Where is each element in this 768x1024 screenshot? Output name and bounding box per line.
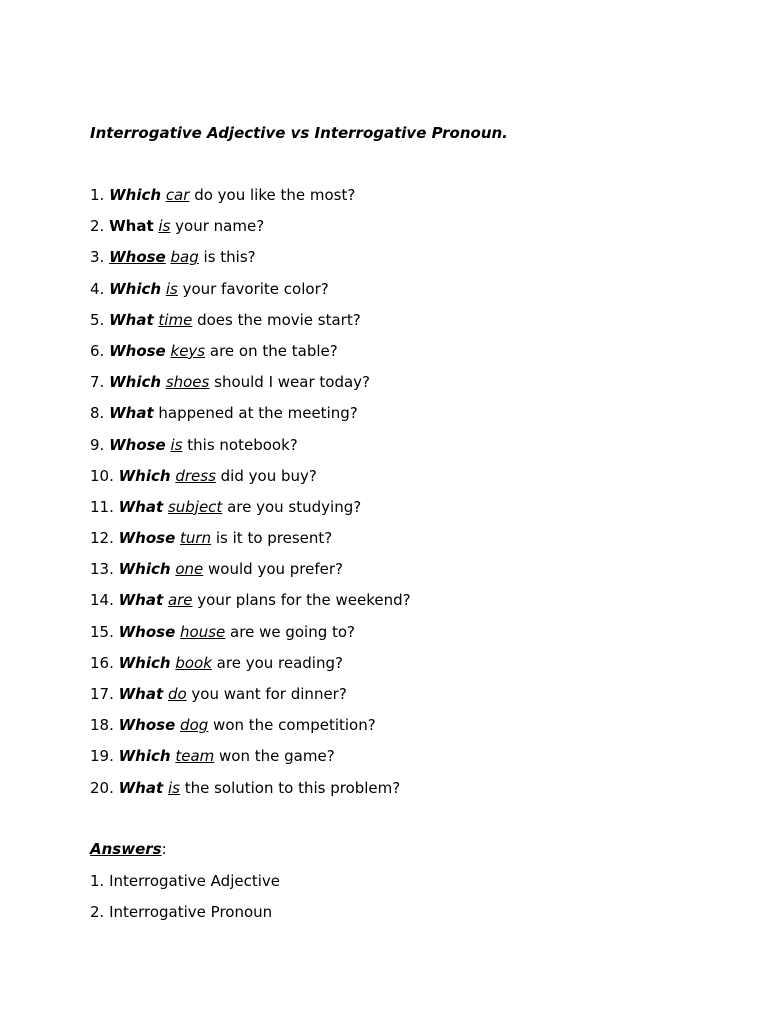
question-target: team [175,747,215,766]
question-rest: are on the table? [205,341,338,360]
question-rest: your favorite color? [177,279,329,298]
question-item [90,498,411,529]
question-item [90,248,411,279]
question-word: Which [118,466,171,485]
question-word: Which [118,653,171,672]
question-rest: is it to present? [211,529,333,548]
question-item [90,342,411,373]
question-target: house [180,622,226,641]
question-item [90,467,411,498]
question-item [90,436,411,467]
question-target: is [170,435,183,454]
question-target: shoes [165,373,210,392]
question-item [90,217,411,248]
question-item [90,560,411,591]
question-rest: are you reading? [211,653,343,672]
question-number: 11. [90,497,119,516]
question-number: 15. [90,622,119,641]
question-target: is [158,217,171,236]
question-item [90,529,411,560]
question-item [90,623,411,654]
question-rest: do you like the most? [189,186,356,204]
question-item [90,311,411,342]
question-number: 5. [90,310,110,329]
answers-heading-colon: : [161,840,167,858]
question-rest: should I wear today? [209,373,371,392]
question-target: are [167,591,193,610]
question-target: is [167,778,180,797]
question-item [90,373,411,404]
question-number: 19. [90,747,119,766]
question-word: Which [109,373,162,392]
question-item [90,779,411,810]
question-word: What [118,497,164,516]
answer-list [90,872,280,934]
question-rest: the solution to this problem? [179,778,401,797]
question-number: 8. [90,404,110,423]
question-number: 4. [90,279,110,298]
question-rest: your name? [170,217,265,236]
question-word: Which [109,279,162,298]
question-number: 17. [90,685,119,703]
question-item [90,404,411,435]
question-word: What [118,591,164,610]
question-target: car [165,186,190,204]
question-number: 9. [90,435,110,454]
question-target: dress [175,466,216,485]
question-target: subject [167,497,223,516]
question-rest: is this? [198,248,256,267]
question-item [90,186,411,217]
question-number: 20. [90,778,119,797]
question-item [90,280,411,311]
question-item [90,716,411,747]
question-target: dog [180,716,209,735]
question-item [90,654,411,685]
question-number: 12. [90,529,119,548]
question-word: Which [109,186,162,204]
question-list [90,186,411,810]
question-rest: does the movie start? [192,310,361,329]
question-word: What [118,778,164,797]
question-rest: did you buy? [215,466,317,485]
question-number: 13. [90,560,119,579]
question-number: 10. [90,466,119,485]
question-word: Which [118,560,171,579]
question-number: 18. [90,716,119,735]
question-target: book [175,653,212,672]
question-item [90,685,411,716]
question-number: 2. [90,217,110,236]
document-title: Interrogative Adjective vs Interrogative Pronoun. [90,124,508,142]
question-target: is [165,279,178,298]
question-word: Whose [118,529,176,548]
question-rest: would you prefer? [203,560,343,579]
question-word: Which [118,747,171,766]
question-number: 3. [90,248,110,267]
question-number: 14. [90,591,119,610]
question-word: What [109,217,154,236]
question-rest: won the competition? [208,716,376,735]
question-rest: are we going to? [225,622,356,641]
question-number: 7. [90,373,110,392]
question-word: What [118,685,164,703]
question-word: Whose [109,341,166,360]
question-number: 6. [90,341,110,360]
question-item [90,747,411,778]
answer-item: 2. Interrogative Pronoun [90,903,273,922]
question-word: Whose [118,716,176,735]
question-word: Whose [109,248,166,267]
question-word: Whose [109,435,166,454]
question-target: turn [180,529,212,548]
question-target: keys [170,341,206,360]
question-word: What [109,404,154,423]
question-target: do [167,685,187,703]
question-target: one [175,560,204,579]
question-rest: this notebook? [182,435,298,454]
question-rest: happened at the meeting? [153,404,358,423]
question-number: 16. [90,653,119,672]
question-item [90,591,411,622]
question-target: bag [170,248,199,267]
question-rest: your plans for the weekend? [192,591,411,610]
question-rest: are you studying? [222,497,362,516]
answers-heading [90,840,167,858]
question-target: time [158,310,193,329]
question-number: 1. [90,186,110,204]
answers-heading-label: Answers [90,840,162,858]
question-rest: won the game? [214,747,335,766]
question-word: Whose [118,622,176,641]
question-rest: you want for dinner? [186,685,347,703]
question-word: What [109,310,154,329]
answer-item: 1. Interrogative Adjective [90,872,280,890]
